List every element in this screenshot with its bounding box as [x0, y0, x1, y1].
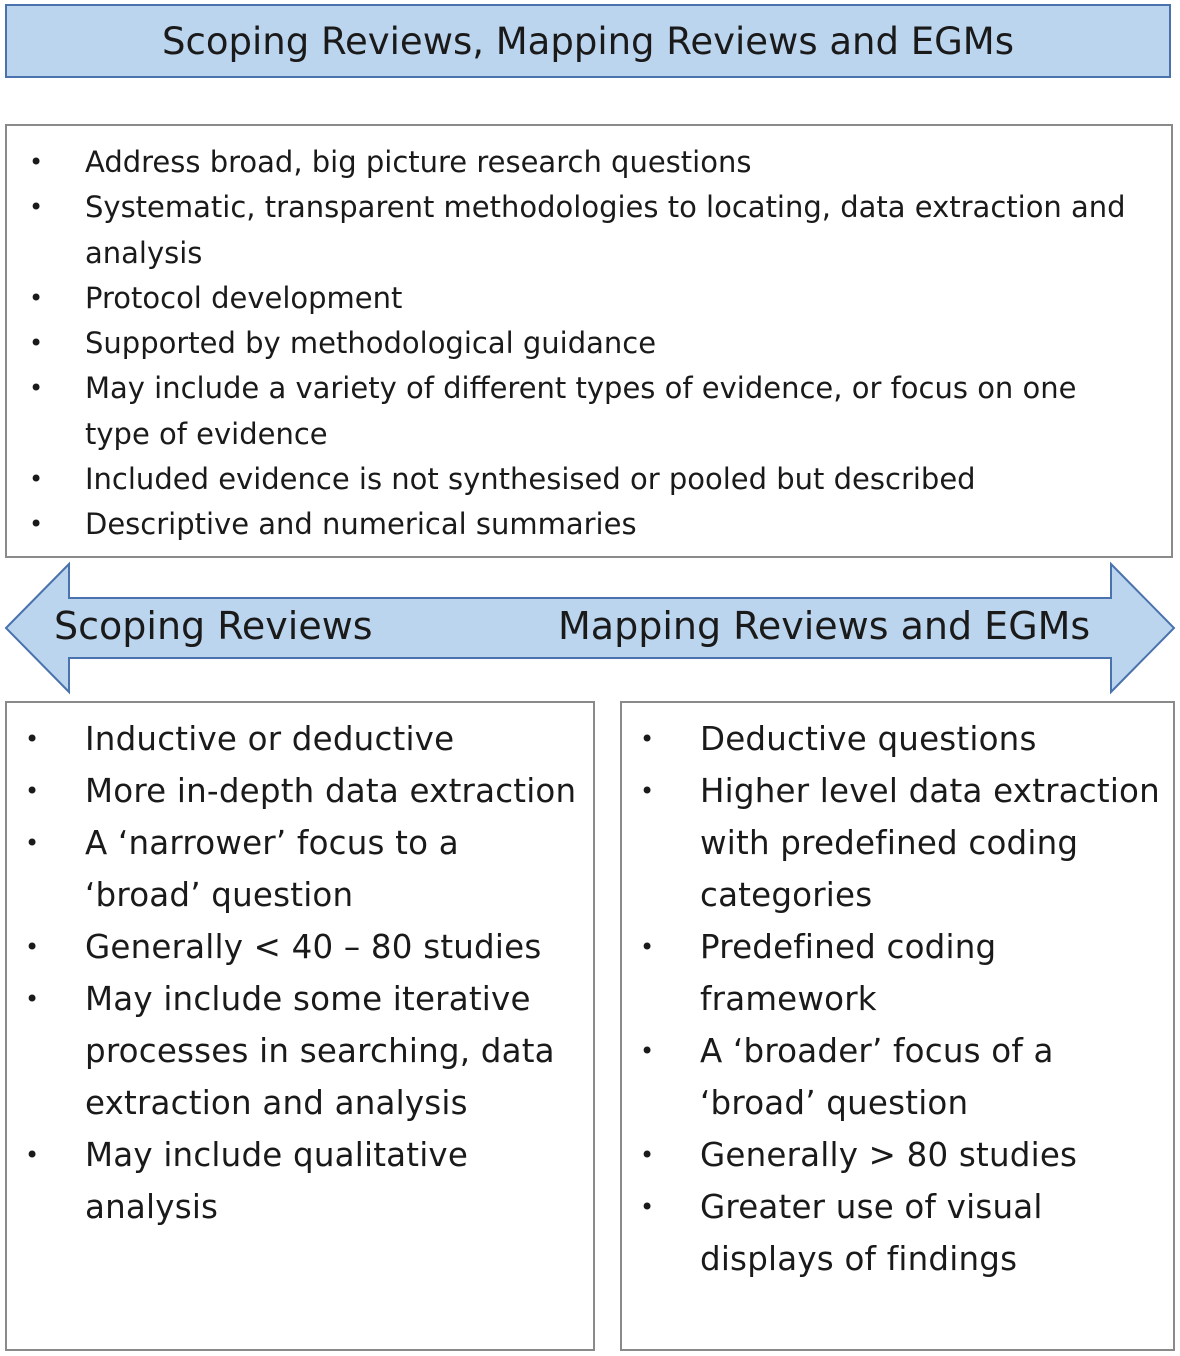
list-item-text: Inductive or deductive: [85, 720, 455, 758]
bullet-icon: •: [25, 933, 40, 961]
list-item-text: Higher level data extraction with predefined coding categories: [700, 772, 1160, 914]
scoping-reviews-label: Scoping Reviews: [54, 604, 373, 648]
list-item: [622, 1129, 1173, 1181]
list-item-text: Supported by methodological guidance: [85, 326, 657, 361]
list-item-text: Descriptive and numerical summaries: [85, 507, 637, 542]
list-item-text: Protocol development: [85, 280, 403, 315]
list-item: [7, 276, 1171, 321]
list-item-text: May include some iterative processes in searching, data extraction and analysis: [85, 980, 555, 1122]
list-item-text: May include a variety of different types of evidence, or focus on one type of evidence: [85, 371, 1077, 451]
list-item: [7, 817, 593, 921]
bullet-icon: •: [25, 725, 40, 753]
list-item: [7, 713, 593, 765]
list-item: [7, 1129, 593, 1233]
list-item: [7, 973, 593, 1129]
list-item: [7, 140, 1171, 185]
common-features-list: [7, 140, 1171, 548]
bullet-icon: •: [640, 777, 655, 805]
mapping-reviews-box: [620, 701, 1175, 1351]
list-item-text: Included evidence is not synthesised or pooled but described: [85, 462, 976, 497]
bullet-icon: •: [640, 1141, 655, 1169]
bullet-icon: •: [640, 1037, 655, 1065]
double-arrow: [0, 560, 1180, 700]
list-item: [7, 321, 1171, 366]
bullet-icon: •: [25, 985, 40, 1013]
list-item-text: A ‘broader’ focus of a ‘broad’ question: [700, 1032, 1054, 1122]
list-item: [622, 921, 1173, 1025]
list-item: [7, 457, 1171, 502]
bullet-icon: •: [29, 465, 44, 494]
list-item: [7, 921, 593, 973]
scoping-reviews-list: [7, 713, 593, 1233]
bullet-icon: •: [29, 510, 44, 539]
list-item: [622, 765, 1173, 921]
list-item-text: Generally < 40 – 80 studies: [85, 928, 542, 966]
list-item: [622, 1025, 1173, 1129]
list-item-text: Greater use of visual displays of findings: [700, 1188, 1043, 1278]
scoping-reviews-box: [5, 701, 595, 1351]
mapping-reviews-label: Mapping Reviews and EGMs: [558, 604, 1091, 648]
bullet-icon: •: [29, 193, 44, 222]
mapping-reviews-list: [622, 713, 1173, 1285]
list-item-text: Predefined coding framework: [700, 928, 997, 1018]
bullet-icon: •: [25, 777, 40, 805]
list-item: [7, 185, 1171, 276]
bullet-icon: •: [640, 933, 655, 961]
list-item-text: Generally > 80 studies: [700, 1136, 1078, 1174]
common-features-box: [5, 124, 1173, 558]
list-item-text: More in-depth data extraction: [85, 772, 577, 810]
list-item-text: Systematic, transparent methodologies to locating, data extraction and analysis: [85, 190, 1126, 270]
diagram-title: Scoping Reviews, Mapping Reviews and EGMs: [5, 4, 1171, 78]
list-item: [622, 1181, 1173, 1285]
bullet-icon: •: [29, 329, 44, 358]
list-item-text: A ‘narrower’ focus to a ‘broad’ question: [85, 824, 459, 914]
bullet-icon: •: [29, 374, 44, 403]
bullet-icon: •: [640, 1193, 655, 1221]
list-item: [622, 713, 1173, 765]
list-item-text: Address broad, big picture research questions: [85, 145, 752, 179]
list-item: [7, 502, 1171, 547]
list-item: [7, 765, 593, 817]
bullet-icon: •: [25, 1141, 40, 1169]
bullet-icon: •: [640, 725, 655, 753]
list-item-text: May include qualitative analysis: [85, 1136, 469, 1226]
bullet-icon: •: [25, 829, 40, 857]
bullet-icon: •: [29, 283, 44, 312]
list-item: [7, 366, 1171, 457]
bullet-icon: •: [29, 148, 44, 176]
list-item-text: Deductive questions: [700, 720, 1037, 758]
